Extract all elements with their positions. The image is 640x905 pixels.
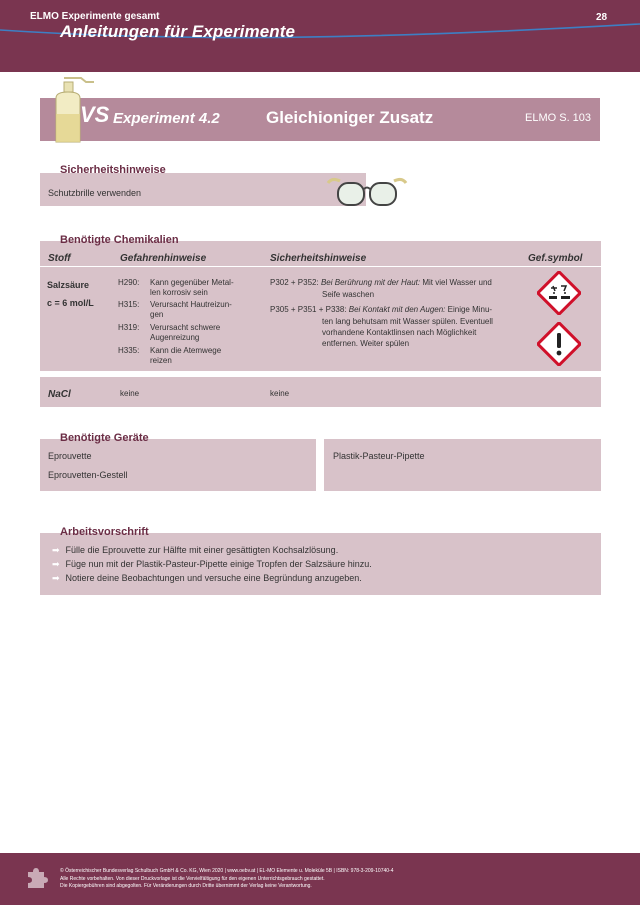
hazard-text: Verursacht schwere [150, 323, 221, 332]
hazard-line [118, 278, 268, 288]
precaution-emphasis: Bei Berührung mit der Haut: [320, 278, 421, 287]
safety-text: Schutzbrille verwenden [48, 188, 142, 198]
column-header-precautions: Sicherheitshinweise [270, 253, 367, 264]
arrow-right-icon: ➡ [52, 559, 60, 569]
puzzle-icon [24, 866, 48, 890]
precaution-code: P305 + P351 + P338: [270, 305, 347, 314]
hazard-line [118, 300, 268, 310]
nacl-hazards: keine [120, 389, 140, 398]
hazard-text: Kann die Atemwege [150, 346, 222, 355]
precaution-text: ten lang behutsam mit Wasser spülen. Eventuell [322, 317, 493, 326]
procedure-heading: Arbeitsvorschrift [60, 526, 149, 538]
goggles-icon [326, 175, 408, 211]
hazard-text: gen [150, 310, 164, 319]
safety-heading: Sicherheitshinweise [60, 164, 166, 176]
exclamation-icon [537, 322, 581, 366]
precaution-code: P302 + P352: [270, 278, 319, 287]
precaution-text: entfernen. Weiter spülen [322, 339, 410, 348]
page-title: Anleitungen für Experimente [60, 22, 296, 41]
column-header-stoff: Stoff [48, 253, 71, 264]
equipment-item: Eprouvette [48, 451, 92, 461]
precaution-text: Seife waschen [322, 290, 375, 299]
equipment-item: Eprouvetten-Gestell [48, 470, 128, 480]
footer-notice: Die Kopiergebühren sind abgegolten. Für Veränderungen durch Dritte übernimmt der Verlag keine Verantwortung. [60, 883, 312, 889]
equipment-panel-left [40, 439, 316, 491]
precaution-line [322, 339, 528, 349]
footer-rights: Alle Rechte vorbehalten. Von dieser Druckvorlage ist die Vervielfältigung für den eigenen Unterrichtsgebrauch gestattet. [60, 876, 325, 882]
wash-bottle-icon [36, 76, 112, 146]
precaution-text: Einige Minu- [445, 305, 493, 314]
hazard-line [118, 333, 268, 343]
substance-name [47, 276, 94, 312]
page-number: 28 [596, 12, 608, 23]
hazard-line [118, 356, 268, 366]
experiment-title: Gleichioniger Zusatz [266, 108, 434, 127]
procedure-step-text: Notiere deine Beobachtungen und versuche eine Begründung anzugeben. [65, 573, 362, 583]
corrosive-icon [537, 271, 581, 315]
equipment-heading: Benötigte Geräte [60, 432, 149, 444]
experiment-label: Experiment 4.2 [113, 110, 220, 127]
hazard-text: reizen [150, 356, 172, 365]
hazard-line [118, 288, 268, 298]
equipment-panel-right [324, 439, 601, 491]
substance-concentration: c = 6 mol/L [47, 298, 94, 308]
procedure-step-text: Fülle die Eprouvette zur Hälfte mit einer gesättigten Kochsalzlösung. [65, 545, 339, 555]
substance-nacl: NaCl [48, 389, 71, 400]
precaution-emphasis: Bei Kontakt mit den Augen: [348, 305, 446, 314]
experiment-reference: ELMO S. 103 [525, 112, 592, 124]
precaution-line [322, 328, 528, 338]
footer-copyright: © Österreichischer Bundesverlag Schulbuch GmbH & Co. KG, Wien 2020 | www.oebv.at | EL-MO Elemente u. Moleküle 5B | ISBN: 978-3-209-10740-4 [60, 868, 394, 874]
nacl-precautions: keine [270, 389, 290, 398]
precaution-text: Mit viel Wasser und [420, 278, 492, 287]
hazard-text: len korrosiv sein [150, 288, 208, 297]
precaution-line [270, 278, 528, 288]
series-title: ELMO Experimente gesamt [30, 11, 160, 22]
hazard-text: Kann gegenüber Metal- [150, 278, 234, 287]
equipment-item: Plastik-Pasteur-Pipette [333, 451, 425, 461]
procedure-step [52, 573, 362, 584]
hazard-line [118, 323, 268, 333]
precaution-line [322, 317, 528, 327]
hazard-code: H315: [118, 300, 140, 309]
procedure-step [52, 559, 372, 570]
substance-salzsaeure: Salzsäure [47, 280, 90, 290]
hazard-line [118, 346, 268, 356]
hazard-code: H335: [118, 346, 140, 355]
column-header-symbol: Gef.symbol [528, 253, 583, 264]
procedure-step-text: Füge nun mit der Plastik-Pasteur-Pipette einige Tropfen der Salzsäure hinzu. [65, 559, 372, 569]
precaution-line [270, 305, 528, 315]
hazard-line [118, 310, 268, 320]
precaution-text: vorhandene Kontaktlinsen nach Möglichkeit [322, 328, 477, 337]
hazard-text: Verursacht Hautreizun- [150, 300, 232, 309]
hazard-code: H319: [118, 323, 140, 332]
arrow-right-icon: ➡ [52, 545, 60, 555]
procedure-step [52, 545, 338, 556]
hazard-code: H290: [118, 278, 140, 287]
chemicals-heading: Benötigte Chemikalien [60, 234, 179, 246]
svg-text:VS: VS [80, 102, 110, 127]
hazard-text: Augenreizung [150, 333, 200, 342]
column-header-divider [40, 266, 601, 267]
column-header-hazards: Gefahrenhinweise [120, 253, 207, 264]
arrow-right-icon: ➡ [52, 573, 60, 583]
